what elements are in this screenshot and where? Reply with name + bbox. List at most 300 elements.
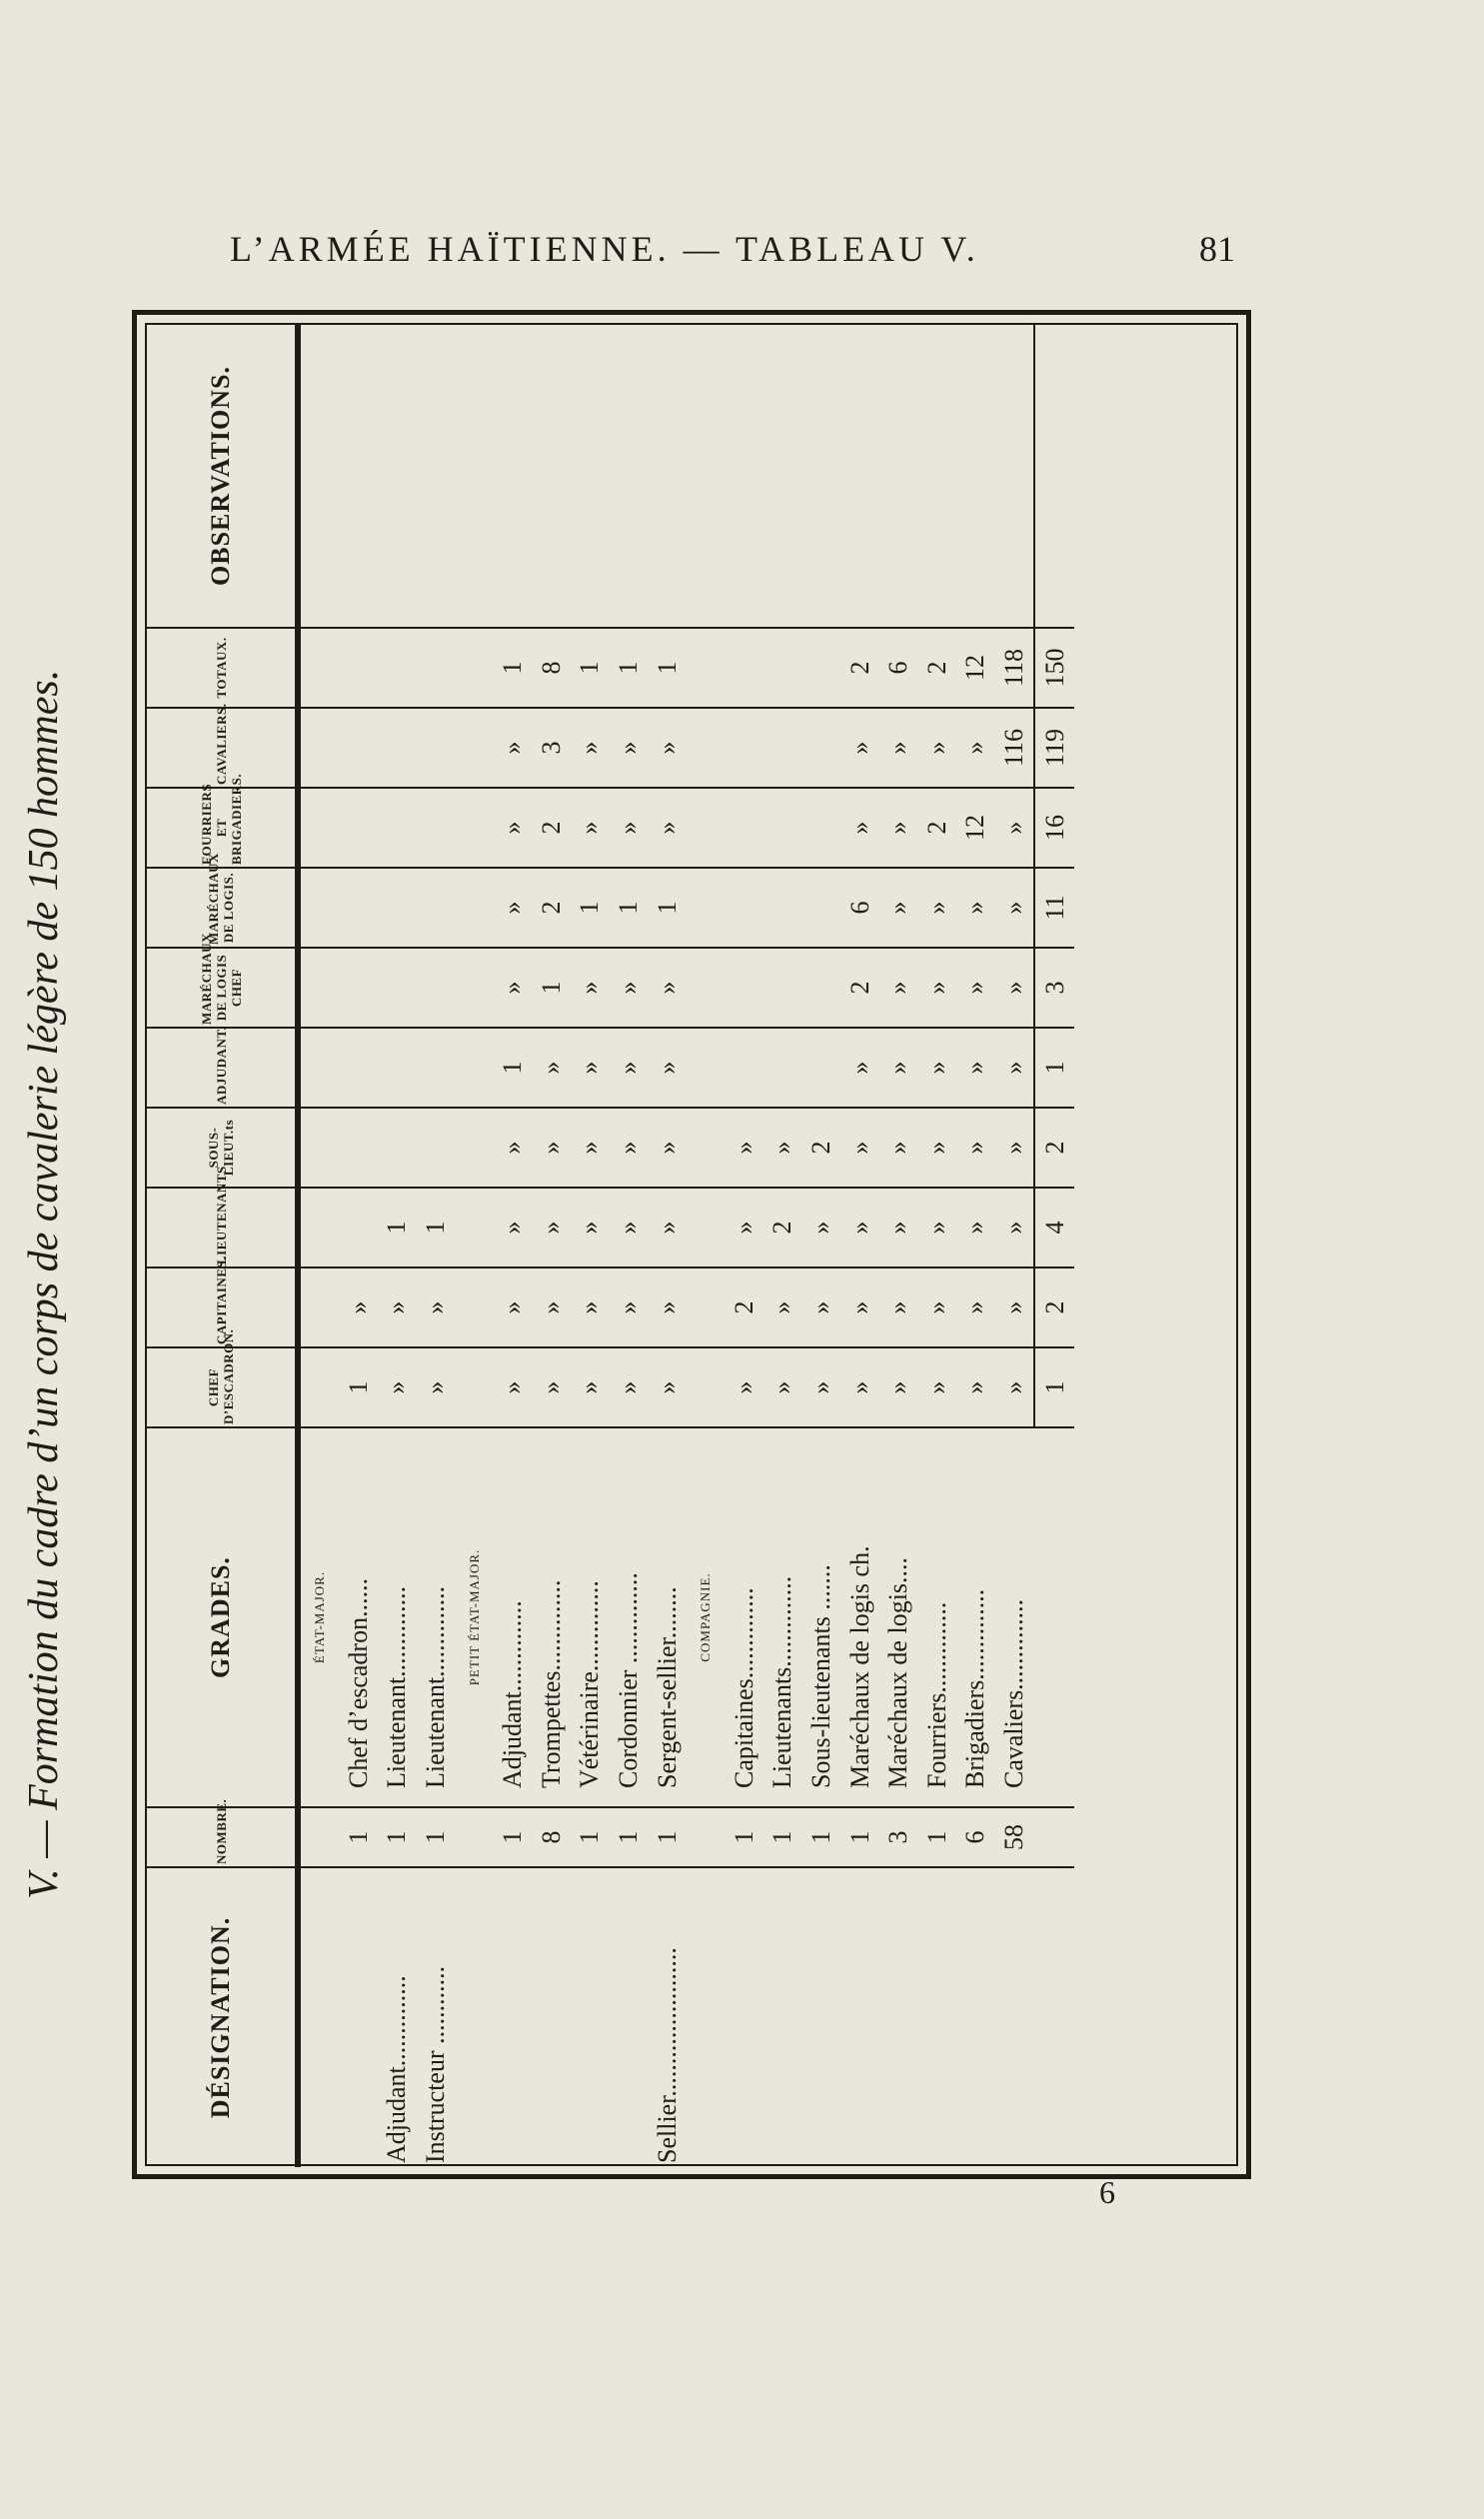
nombre-cell: 1 (840, 1807, 879, 1867)
value-cell: » (918, 1028, 957, 1108)
value-cell (726, 868, 764, 948)
value-cell: » (956, 1028, 995, 1108)
value-cell: » (494, 868, 533, 948)
value-cell (455, 788, 494, 868)
nombre-cell: 1 (610, 1807, 649, 1867)
value-cell (455, 1108, 494, 1188)
value-cell: » (571, 1347, 610, 1427)
nombre-cell (687, 1807, 726, 1867)
value-cell: » (995, 1267, 1035, 1347)
value-cell: » (494, 1188, 533, 1267)
grade-cell: Fourriers.............. (918, 1427, 957, 1807)
value-cell: » (610, 948, 649, 1028)
value-cell (802, 628, 841, 708)
total-cell: 150 (1034, 628, 1074, 708)
header-cavaliers: CAVALIERS. (147, 708, 298, 788)
value-cell: » (995, 1028, 1035, 1108)
value-cell (802, 708, 841, 788)
section-row (298, 325, 340, 2167)
grade-cell: Lieutenant.............. (417, 1427, 456, 1807)
nombre-cell (1034, 1807, 1074, 1867)
total-cell: 119 (1034, 708, 1074, 788)
value-cell: 1 (571, 868, 610, 948)
observations-cell (995, 325, 1035, 628)
observations-cell (687, 325, 726, 628)
value-cell (378, 1108, 417, 1188)
grade-cell: Lieutenants.............. (763, 1427, 802, 1807)
observations-cell (956, 325, 995, 628)
value-cell: » (879, 948, 918, 1028)
value-cell: » (956, 868, 995, 948)
value-cell (417, 868, 456, 948)
designation-cell (571, 1867, 610, 2167)
table-row (610, 325, 649, 2167)
value-cell: » (956, 1188, 995, 1267)
value-cell: » (918, 948, 957, 1028)
value-cell: 1 (494, 628, 533, 708)
value-cell: » (571, 1108, 610, 1188)
page-header (0, 228, 1484, 278)
value-cell: » (494, 1267, 533, 1347)
value-cell (378, 788, 417, 868)
value-cell: » (610, 1028, 649, 1108)
rotated-table-container (147, 325, 1239, 2167)
total-cell: 16 (1034, 788, 1074, 868)
total-cell: 1 (1034, 1347, 1074, 1427)
value-cell (417, 708, 456, 788)
totals-row (1034, 325, 1074, 2167)
table-frame-inner (145, 323, 1238, 2166)
value-cell (455, 1188, 494, 1267)
nombre-cell: 1 (763, 1807, 802, 1867)
value-cell (298, 868, 340, 948)
value-cell: 2 (918, 788, 957, 868)
value-cell: 8 (533, 628, 572, 708)
value-cell: 2 (840, 628, 879, 708)
designation-cell (840, 1867, 879, 2167)
section-heading: PETIT ÉTAT-MAJOR. (455, 1427, 494, 1807)
value-cell (298, 1347, 340, 1427)
nombre-cell: 1 (378, 1807, 417, 1867)
value-cell (417, 1108, 456, 1188)
value-cell: » (879, 868, 918, 948)
value-cell (417, 628, 456, 708)
value-cell (687, 1108, 726, 1188)
value-cell (687, 948, 726, 1028)
value-cell: » (648, 1108, 687, 1188)
designation-cell: Adjudant.............. (378, 1867, 417, 2167)
signature-mark: 6 (1099, 2174, 1115, 2210)
value-cell: » (610, 1267, 649, 1347)
value-cell: » (494, 1347, 533, 1427)
table-row (494, 325, 533, 2167)
value-cell (340, 628, 379, 708)
grade-cell: Sous-lieutenants ....... (802, 1427, 841, 1807)
value-cell: » (995, 868, 1035, 948)
value-cell (298, 948, 340, 1028)
value-cell: 3 (533, 708, 572, 788)
value-cell: » (918, 1188, 957, 1267)
value-cell (378, 948, 417, 1028)
value-cell (378, 1028, 417, 1108)
value-cell (340, 788, 379, 868)
designation-cell (298, 1867, 340, 2167)
page-number: 81 (1199, 229, 1235, 269)
table-header-row (147, 325, 298, 2167)
observations-cell (298, 325, 340, 628)
value-cell (687, 1028, 726, 1108)
table-row (802, 325, 841, 2167)
value-cell: » (648, 1188, 687, 1267)
value-cell (763, 1028, 802, 1108)
value-cell: » (571, 788, 610, 868)
table-row (879, 325, 918, 2167)
value-cell: » (956, 708, 995, 788)
value-cell: 1 (610, 628, 649, 708)
value-cell (340, 1028, 379, 1108)
header-designation: DÉSIGNATION. (147, 1867, 298, 2167)
value-cell: 2 (802, 1108, 841, 1188)
value-cell: 1 (571, 628, 610, 708)
value-cell (802, 868, 841, 948)
nombre-cell: 3 (879, 1807, 918, 1867)
table-frame (132, 310, 1251, 2179)
value-cell (298, 708, 340, 788)
value-cell: » (879, 1188, 918, 1267)
designation-cell (726, 1867, 764, 2167)
value-cell: » (763, 1267, 802, 1347)
value-cell (763, 628, 802, 708)
value-cell: » (648, 1347, 687, 1427)
grade-cell: Vétérinaire.............. (571, 1427, 610, 1807)
grade-cell: Sergent-sellier........ (648, 1427, 687, 1807)
value-cell: » (340, 1267, 379, 1347)
value-cell: 6 (840, 868, 879, 948)
value-cell: » (726, 1347, 764, 1427)
table-body (298, 325, 1074, 2167)
nombre-cell: 1 (571, 1807, 610, 1867)
value-cell: » (956, 1108, 995, 1188)
header-nombre: NOMBRE. (147, 1807, 298, 1867)
value-cell (763, 708, 802, 788)
table-row (918, 325, 957, 2167)
value-cell: » (995, 788, 1035, 868)
nombre-cell: 1 (726, 1807, 764, 1867)
value-cell: » (610, 708, 649, 788)
value-cell: 2 (726, 1267, 764, 1347)
value-cell: 12 (956, 628, 995, 708)
value-cell (378, 868, 417, 948)
value-cell (378, 628, 417, 708)
nombre-cell: 1 (802, 1807, 841, 1867)
value-cell: » (802, 1188, 841, 1267)
table-row (956, 325, 995, 2167)
value-cell: » (571, 1267, 610, 1347)
value-cell: 1 (494, 1028, 533, 1108)
value-cell: » (648, 788, 687, 868)
value-cell: » (533, 1188, 572, 1267)
value-cell: » (995, 948, 1035, 1028)
value-cell: » (571, 708, 610, 788)
designation-cell: Instructeur ............ (417, 1867, 456, 2167)
observations-cell (648, 325, 687, 628)
grade-cell: Cordonnier .............. (610, 1427, 649, 1807)
value-cell (802, 948, 841, 1028)
observations-cell (455, 325, 494, 628)
value-cell: 1 (340, 1347, 379, 1427)
table-row (763, 325, 802, 2167)
table-row (571, 325, 610, 2167)
designation-cell: Sellier....................... (648, 1867, 687, 2167)
grade-cell: Chef d’escadron...... (340, 1427, 379, 1807)
value-cell: 1 (533, 948, 572, 1028)
value-cell: » (610, 1108, 649, 1188)
table-row (995, 325, 1035, 2167)
value-cell: 118 (995, 628, 1035, 708)
grade-cell: Brigadiers.............. (956, 1427, 995, 1807)
value-cell: » (763, 1108, 802, 1188)
value-cell: 1 (648, 868, 687, 948)
grade-cell: Cavaliers.............. (995, 1427, 1035, 1807)
value-cell: » (918, 868, 957, 948)
total-cell: 1 (1034, 1028, 1074, 1108)
section-row (455, 325, 494, 2167)
value-cell: » (802, 1267, 841, 1347)
header-chef-escadron: CHEF D’ESCADRON. (147, 1347, 298, 1427)
nombre-cell (455, 1807, 494, 1867)
value-cell (726, 628, 764, 708)
value-cell (417, 948, 456, 1028)
value-cell: » (840, 788, 879, 868)
value-cell: » (918, 708, 957, 788)
designation-cell (455, 1867, 494, 2167)
designation-cell (763, 1867, 802, 2167)
header-adjudant: ADJUDANT. (147, 1028, 298, 1108)
grade-cell: Trompettes.............. (533, 1427, 572, 1807)
value-cell: 2 (533, 788, 572, 868)
value-cell: » (610, 788, 649, 868)
value-cell: » (802, 1347, 841, 1427)
section-heading: ÉTAT-MAJOR. (298, 1427, 340, 1807)
designation-cell (687, 1867, 726, 2167)
value-cell: » (879, 708, 918, 788)
designation-cell (879, 1867, 918, 2167)
value-cell (340, 708, 379, 788)
value-cell: 6 (879, 628, 918, 708)
value-cell: » (918, 1108, 957, 1188)
value-cell: » (494, 948, 533, 1028)
value-cell (417, 788, 456, 868)
table-row (840, 325, 879, 2167)
caption-container (20, 580, 100, 1899)
designation-cell (802, 1867, 841, 2167)
value-cell (455, 1347, 494, 1427)
value-cell: » (533, 1347, 572, 1427)
value-cell: » (763, 1347, 802, 1427)
value-cell: » (533, 1267, 572, 1347)
value-cell: » (648, 1267, 687, 1347)
observations-cell (840, 325, 879, 628)
value-cell (455, 1267, 494, 1347)
section-heading: COMPAGNIE. (687, 1427, 726, 1807)
table-row (648, 325, 687, 2167)
nombre-cell: 1 (648, 1807, 687, 1867)
value-cell: 116 (995, 708, 1035, 788)
value-cell: » (840, 1108, 879, 1188)
value-cell (298, 628, 340, 708)
value-cell: » (840, 1267, 879, 1347)
running-title: L’ARMÉE HAÏTIENNE. — TABLEAU V. (230, 229, 979, 269)
value-cell: 2 (840, 948, 879, 1028)
value-cell: 2 (918, 628, 957, 708)
nombre-cell (298, 1807, 340, 1867)
value-cell: » (571, 1188, 610, 1267)
table-caption: V. — Formation du cadre d’un corps de cavalerie légère de 150 hommes. (21, 669, 67, 1899)
observations-cell (726, 325, 764, 628)
value-cell: » (879, 1108, 918, 1188)
grade-cell: Maréchaux de logis.... (879, 1427, 918, 1807)
value-cell: » (918, 1267, 957, 1347)
value-cell (726, 708, 764, 788)
value-cell (340, 948, 379, 1028)
value-cell (455, 628, 494, 708)
value-cell: » (494, 788, 533, 868)
value-cell: 12 (956, 788, 995, 868)
designation-cell (340, 1867, 379, 2167)
header-capitaines: CAPITAINES. (147, 1267, 298, 1347)
value-cell: » (417, 1267, 456, 1347)
value-cell: 2 (533, 868, 572, 948)
value-cell: 1 (378, 1188, 417, 1267)
grade-cell (1034, 1427, 1074, 1807)
value-cell: » (879, 1347, 918, 1427)
observations-cell (417, 325, 456, 628)
value-cell: » (610, 1347, 649, 1427)
header-observations: OBSERVATIONS. (147, 325, 298, 628)
grade-cell: Capitaines.............. (726, 1427, 764, 1807)
value-cell (340, 1188, 379, 1267)
value-cell (726, 1028, 764, 1108)
observations-cell (763, 325, 802, 628)
value-cell (298, 788, 340, 868)
cavalry-formation-table (147, 325, 1074, 2167)
value-cell: » (610, 1188, 649, 1267)
value-cell: » (840, 1188, 879, 1267)
table-row (378, 325, 417, 2167)
value-cell (455, 868, 494, 948)
header-grades: GRADES. (147, 1427, 298, 1807)
observations-cell (340, 325, 379, 628)
total-cell: 2 (1034, 1108, 1074, 1188)
header-lieutenants: LIEUTENANTS. (147, 1188, 298, 1267)
value-cell: » (648, 708, 687, 788)
value-cell: » (648, 948, 687, 1028)
designation-cell (1034, 1867, 1074, 2167)
value-cell: 1 (648, 628, 687, 708)
header-sous-lieutenants: SOUS-LIEUT.ts (147, 1108, 298, 1188)
grade-cell: Lieutenant.............. (378, 1427, 417, 1807)
value-cell: » (879, 1028, 918, 1108)
value-cell (340, 1108, 379, 1188)
table-row (533, 325, 572, 2167)
value-cell (687, 708, 726, 788)
value-cell: » (726, 1188, 764, 1267)
value-cell: » (956, 948, 995, 1028)
value-cell (298, 1108, 340, 1188)
value-cell (298, 1267, 340, 1347)
value-cell: 1 (610, 868, 649, 948)
total-cell: 3 (1034, 948, 1074, 1028)
value-cell (802, 1028, 841, 1108)
header-marechaux-chef: MARÉCHAUX DE LOGIS CHEF (147, 948, 298, 1028)
value-cell: » (494, 708, 533, 788)
total-cell: 11 (1034, 868, 1074, 948)
value-cell: » (571, 948, 610, 1028)
value-cell (726, 788, 764, 868)
value-cell: 2 (763, 1188, 802, 1267)
observations-cell (533, 325, 572, 628)
value-cell: » (840, 1028, 879, 1108)
value-cell: » (918, 1347, 957, 1427)
observations-cell (879, 325, 918, 628)
value-cell (763, 788, 802, 868)
designation-cell (995, 1867, 1035, 2167)
designation-cell (494, 1867, 533, 2167)
header-totaux: TOTAUX. (147, 628, 298, 708)
value-cell: » (571, 1028, 610, 1108)
header-marechaux-logis: MARÉCHAUX DE LOGIS. (147, 868, 298, 948)
observations-cell (378, 325, 417, 628)
value-cell: 1 (417, 1188, 456, 1267)
observations-cell (610, 325, 649, 628)
nombre-cell: 1 (340, 1807, 379, 1867)
grade-cell: Maréchaux de logis ch. (840, 1427, 879, 1807)
nombre-cell: 8 (533, 1807, 572, 1867)
designation-cell (956, 1867, 995, 2167)
observations-cell (494, 325, 533, 628)
nombre-cell: 1 (494, 1807, 533, 1867)
value-cell: » (494, 1108, 533, 1188)
value-cell: » (995, 1347, 1035, 1427)
observations-cell (571, 325, 610, 628)
value-cell: » (533, 1108, 572, 1188)
table-row (340, 325, 379, 2167)
section-row (687, 325, 726, 2167)
value-cell: » (956, 1347, 995, 1427)
value-cell (687, 1188, 726, 1267)
nombre-cell: 1 (918, 1807, 957, 1867)
value-cell (298, 1028, 340, 1108)
nombre-cell: 6 (956, 1807, 995, 1867)
value-cell (802, 788, 841, 868)
value-cell (455, 708, 494, 788)
value-cell: » (840, 708, 879, 788)
nombre-cell: 1 (417, 1807, 456, 1867)
designation-cell (918, 1867, 957, 2167)
value-cell: » (533, 1028, 572, 1108)
observations-cell (802, 325, 841, 628)
value-cell: » (956, 1267, 995, 1347)
table-row (726, 325, 764, 2167)
value-cell (378, 708, 417, 788)
observations-cell (918, 325, 957, 628)
value-cell: » (879, 788, 918, 868)
value-cell: » (378, 1347, 417, 1427)
value-cell: » (726, 1108, 764, 1188)
value-cell (687, 868, 726, 948)
value-cell: » (417, 1347, 456, 1427)
value-cell (455, 948, 494, 1028)
